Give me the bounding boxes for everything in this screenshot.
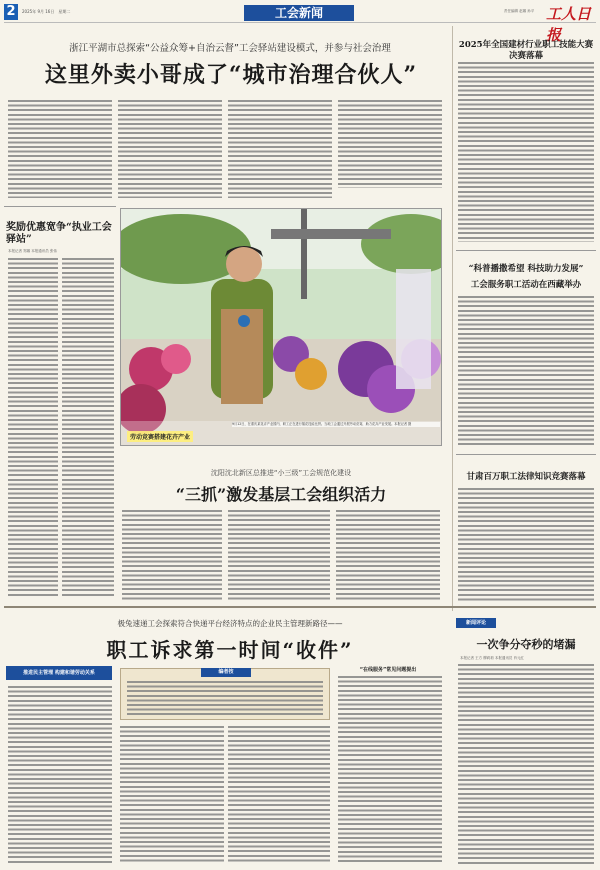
- photo-caption: 9月12日，在重庆某花卉产业园内，职工正在进行插花技能比拼。当地工会通过开展劳动竞赛，助力花卉产业发展。本报记者 摄: [232, 422, 440, 427]
- editor-note-box: [120, 668, 330, 720]
- right-top-body: [458, 62, 594, 242]
- rule: [456, 454, 596, 455]
- lead-body-col-3: [228, 100, 332, 198]
- bottom-col-4: [338, 676, 442, 864]
- lead-body-col-2: [118, 100, 222, 198]
- editor-note-text: [127, 681, 323, 717]
- mid-body-col-3: [336, 510, 440, 600]
- rule: [4, 206, 116, 207]
- section-divider: [4, 606, 596, 608]
- bottom-col-3: [228, 726, 330, 864]
- page-header: [4, 3, 596, 44]
- bottom-headline: 职工诉求第一时间“收件”: [106, 638, 354, 662]
- left-story-headline: 奖励优惠宽争“执业工会驿站”: [6, 222, 112, 245]
- left-story-col-2: [62, 258, 114, 598]
- left-story-col-1: [8, 258, 58, 598]
- commentary-label: 新闻评论: [456, 618, 496, 628]
- masthead-logo: 工人日报: [546, 5, 592, 44]
- bottom-col-2: [120, 726, 224, 864]
- bottom-kicker: 极兔速递工会探索符合快递平台经济特点的企业民主管理新路径——: [117, 619, 343, 628]
- mid-body-col-1: [122, 510, 222, 600]
- date-line: 2025年 9月 16日 星期二: [22, 9, 71, 14]
- commentary-body: [458, 664, 594, 864]
- lead-headline: 这里外卖小哥成了“城市治理合伙人”: [44, 62, 418, 88]
- bottom-side-label: 推进民主管理 构建和谐劳动关系: [6, 666, 112, 680]
- editors: 责任编辑 赵娜 孙平: [504, 9, 535, 13]
- right-low-body: [458, 488, 594, 603]
- mid-headline: “三抓”激发基层工会组织活力: [175, 485, 387, 504]
- bottom-subhead: “在线服务”常见问题提出: [359, 667, 417, 673]
- photo-sign: 劳动竞赛搭建花卉产业: [127, 431, 193, 442]
- right-low-headline: 甘肃百万职工法律知识竞赛落幕: [466, 472, 586, 482]
- left-story-byline: 本报记者 郑娜 本报通讯员 张伟: [8, 249, 57, 253]
- editor-note-label: 编者按: [201, 668, 251, 677]
- mid-body-col-2: [228, 510, 330, 600]
- lead-body-col-1: [8, 100, 112, 198]
- commentary-headline: 一次争分夺秒的堵漏: [476, 638, 576, 651]
- bottom-col-1: [8, 686, 112, 864]
- lead-body-col-4: [338, 100, 442, 188]
- news-photo: [120, 208, 442, 446]
- right-mid-headline-1: “科普播撒希望 科技助力发展”: [468, 264, 584, 274]
- mid-kicker: 沈阳沈北新区总推进“小三级”工会规范化建设: [210, 469, 352, 477]
- right-mid-headline-2: 工会服务职工活动在西藏举办: [470, 280, 582, 290]
- commentary-byline: 本报记者 王方 柳莉莉 本报通讯员 肖元红: [460, 656, 524, 660]
- right-mid-body: [458, 296, 594, 446]
- right-top-headline: 2025年全国建材行业职工技能大赛决赛落幕: [458, 40, 594, 61]
- flower-workshop-photo: [121, 209, 442, 446]
- lead-kicker: 浙江平湖市总探索“公益众筹+自治云督”工会驿站建设模式，并参与社会治理: [69, 43, 391, 54]
- section-title: 工会新闻: [244, 5, 354, 21]
- rule: [456, 250, 596, 251]
- page-number: 2: [4, 4, 18, 20]
- column-divider: [452, 26, 453, 611]
